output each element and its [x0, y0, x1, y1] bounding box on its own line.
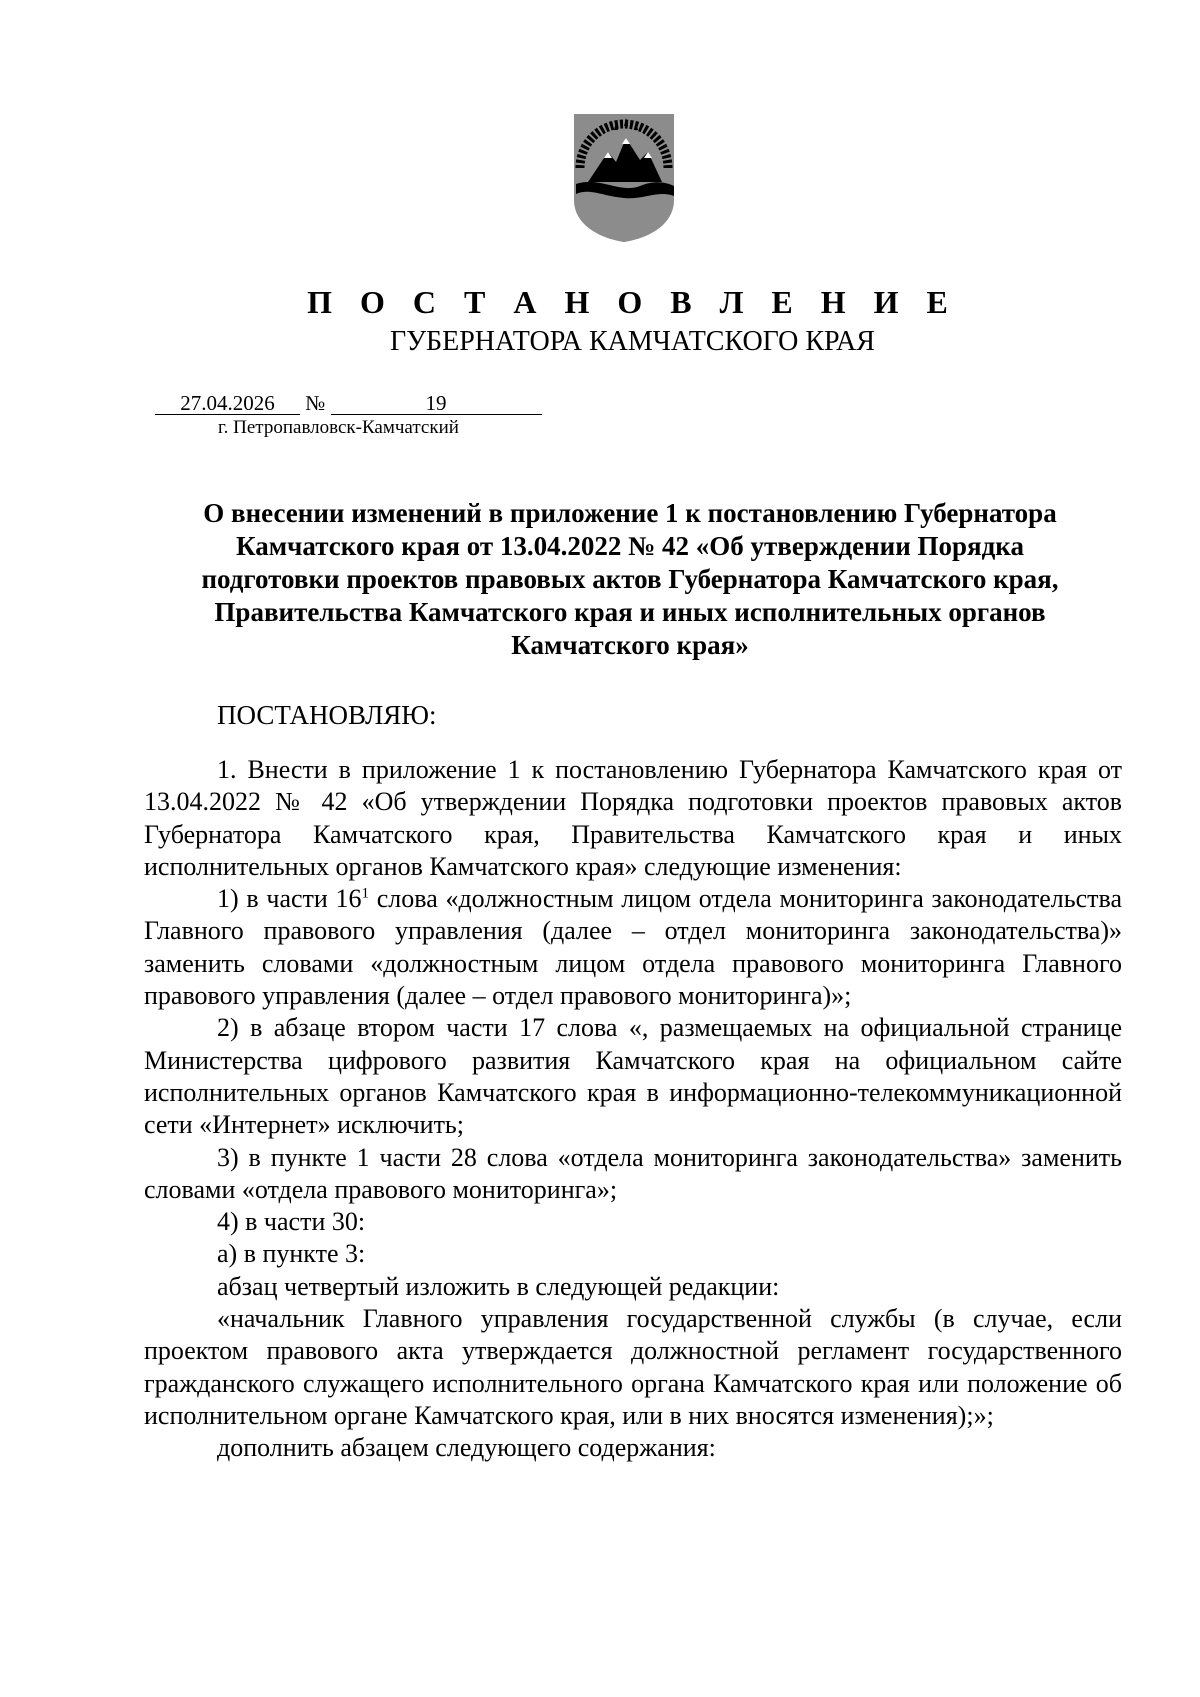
paragraph-1: 1. Внести в приложение 1 к постановлению Губернатора Камчатского края от 13.04.2022 № 42 «Об утверждении Порядка подготовки проектов правовых актов Губернатора Камчатского края, Правительства Камчатского края и иных исполнительных органов Камчатского края» следующие изменения:: [144, 755, 1122, 881]
resolve-label: ПОСТАНОВЛЯЮ:: [217, 700, 437, 730]
paragraph-4: 3) в пункте 1 части 28 слова «отдела мониторинга законодательства» заменить словами «отдела правового мониторинга»;: [144, 1142, 1122, 1204]
paragraph-7: абзац четвертый изложить в следующей редакции:: [217, 1271, 780, 1301]
coat-of-arms-emblem: [570, 108, 678, 244]
document-heading: О внесении изменений в приложение 1 к постановлению Губернатора Камчатского края от 13.04.2022 № 42 «Об утверждении Порядка подготовки проектов правовых актов Губернатора Камчатского края, Правительства Камчатского края и иных исполнительных органов Камчатского края»: [201, 498, 1059, 660]
paragraph-6: а) в пункте 3:: [217, 1239, 366, 1269]
paragraph-8: «начальник Главного управления государственной службы (в случае, если проектом правового акта утверждается должностной регламент государственного гражданского служащего исполнительного органа Камчатского края или положение об исполнительном органе Камчатского края, или в них вносятся изменения);»;: [144, 1304, 1122, 1430]
date-number-line: [155, 390, 542, 416]
paragraph-2-start: 1) в части 16: [217, 884, 362, 914]
paragraph-2-rest: слова «должностным лицом отдела мониторинга законодательства Главного правового управления (далее – отдел мониторинга законодательства)» заменить словами «должностным лицом отдела правового мониторинга Главного правового управления (далее – отдел правового мониторинга)»;: [144, 884, 1122, 1011]
document-body: [144, 754, 1122, 1465]
superscript-mark: 1: [361, 885, 370, 902]
paragraph-3: 2) в абзаце втором части 17 слова «, размещаемых на официальной странице Министерства цифрового развития Камчатского края на официальном сайте исполнительных органов Камчатского края в информационно-телекоммуникационной сети «Интернет» исключить;: [144, 1013, 1122, 1140]
city-label: г. Петропавловск-Камчатский: [218, 417, 459, 438]
paragraph-9: дополнить абзацем следующего содержания:: [217, 1433, 716, 1463]
document-date: 27.04.2026: [155, 390, 300, 415]
issuer-subtitle: ГУБЕРНАТОРА КАМЧАТСКОГО КРАЯ: [390, 326, 875, 357]
number-sign: №: [305, 391, 326, 415]
paragraph-5: 4) в части 30:: [217, 1207, 366, 1237]
document-number: 19: [331, 390, 542, 415]
paragraph-2: [144, 883, 1122, 1012]
document-type-title: П О С Т А Н О В Л Е Н И Е: [307, 284, 958, 320]
